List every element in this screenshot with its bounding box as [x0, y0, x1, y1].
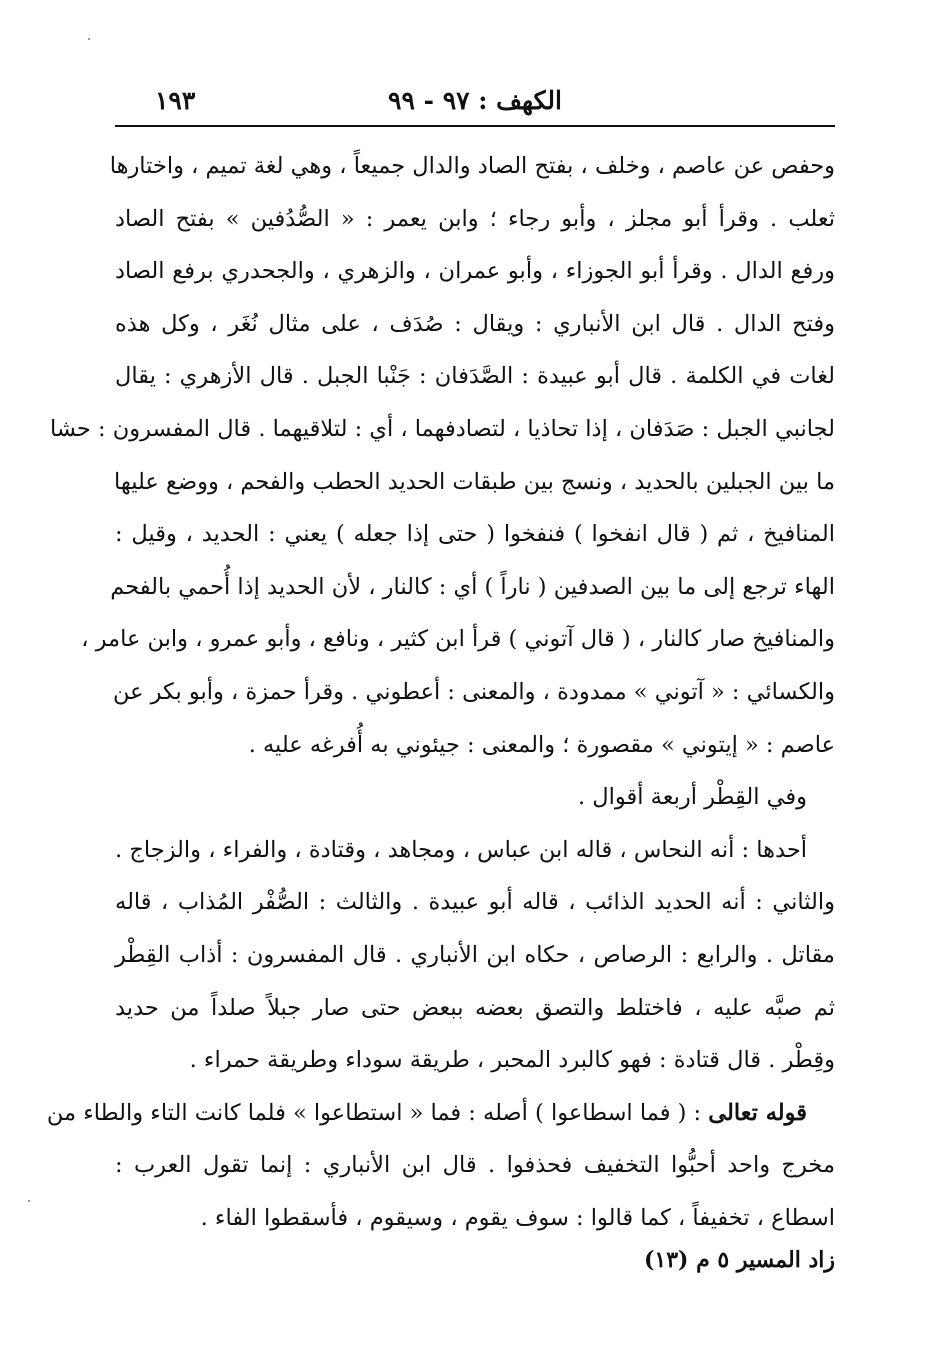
text-line: لجانبي الجبل : صَدَفان ، إذا تحاذيا ، لتصادفهما ، أي : لتلاقيهما . قال المفسرون : حشا [49, 415, 835, 442]
text-line: والمنافيخ صار كالنار ، ( قال آتوني ) قرأ ابن كثير ، ونافع ، وأبو عمرو ، وابن عامر ، [81, 626, 835, 653]
text-line: وحفص عن عاصم ، وخلف ، بفتح الصاد والدال جميعاً ، وهي لغة تميم ، واختارها [109, 153, 835, 179]
page-number: ١٩٣ [155, 86, 196, 115]
text-line: ثم صبَّه عليه ، فاختلط والتصق بعضه ببعض حتى صار جبلاً صلداً من حديد [115, 994, 835, 1021]
text-line: قوله تعالى : ( فما اسطاعوا ) أصله : فما « استطاعوا » فلما كانت التاء والطاء من [46, 1099, 807, 1126]
text-line: ما بين الجبلين بالحديد ، ونسج بين طبقات الحديد الحطب والفحم ، ووضع عليها [113, 468, 835, 495]
text-line: أحدها : أنه النحاس ، قاله ابن عباس ، ومجاهد ، وقتادة ، والفراء ، والزجاج . [115, 836, 807, 863]
text-line: مخرج واحد أحبُّوا التخفيف فحذفوا . قال ابن الأنباري : إنما تقول العرب : [115, 1152, 835, 1179]
text-line: لغات في الكلمة . قال أبو عبيدة : الصَّدَفان : جَنْبا الجبل . قال الأزهري : يقال [115, 363, 835, 390]
text-line: ورفع الدال . وقرأ أبو الجوزاء ، وأبو عمران ، والزهري ، والجحدري برفع الصاد [115, 258, 835, 285]
text-line: الهاء ترجع إلى ما بين الصدفين ( ناراً ) أي : كالنار ، لأن الحديد إذا أُحمي بالفحم [110, 573, 835, 600]
text-line: وفتح الدال . قال ابن الأنباري : ويقال : صُدَف ، على مثال نُغَر ، وكل هذه [115, 310, 835, 337]
text-line: عاصم : « إيتوني » مقصورة ؛ والمعنى : جيئوني به أُفرغه عليه . [248, 731, 835, 758]
footer-signature: زاد المسير ٥ م (١٣) [643, 1247, 835, 1273]
text-line: المنافيخ ، ثم ( قال انفخوا ) فنفخوا ( حتى إذا جعله ) يعني : الحديد ، وقيل : [115, 521, 835, 548]
lead-in-phrase: قوله تعالى [708, 1099, 807, 1126]
text-line: اسطاع ، تخفيفاً ، كما قالوا : سوف يقوم ، وسيقوم ، فأسقطوا الفاء . [200, 1204, 835, 1231]
text-line: والكسائي : « آتوني » ممدودة ، والمعنى : أعطوني . وقرأ حمزة ، وأبو بكر عن [112, 678, 835, 705]
running-head [115, 86, 835, 122]
scan-speck [28, 1200, 30, 1202]
chapter-heading: الكهف : ٩٧ - ٩٩ [388, 86, 562, 115]
body-text [46, 140, 835, 1244]
text-line: وقِطْر . قال قتادة : فهو كالبرد المحبر ، طريقة سوداء وطريقة حمراء . [189, 1047, 835, 1074]
scan-speck [88, 38, 90, 40]
text-line: مقاتل . والرابع : الرصاص ، حكاه ابن الأنباري . قال المفسرون : أذاب القِطْر [115, 941, 835, 968]
text-line: ثعلب . وقرأ أبو مجلز ، وأبو رجاء ؛ وابن يعمر : « الصُّدُفين » بفتح الصاد [115, 205, 835, 232]
header-rule [115, 125, 835, 127]
text-line: والثاني : أنه الحديد الذائب ، قاله أبو عبيدة . والثالث : الصُّفْر المُذاب ، قاله [115, 889, 835, 916]
text-line: وفي القِطْر أربعة أقوال . [577, 784, 807, 811]
